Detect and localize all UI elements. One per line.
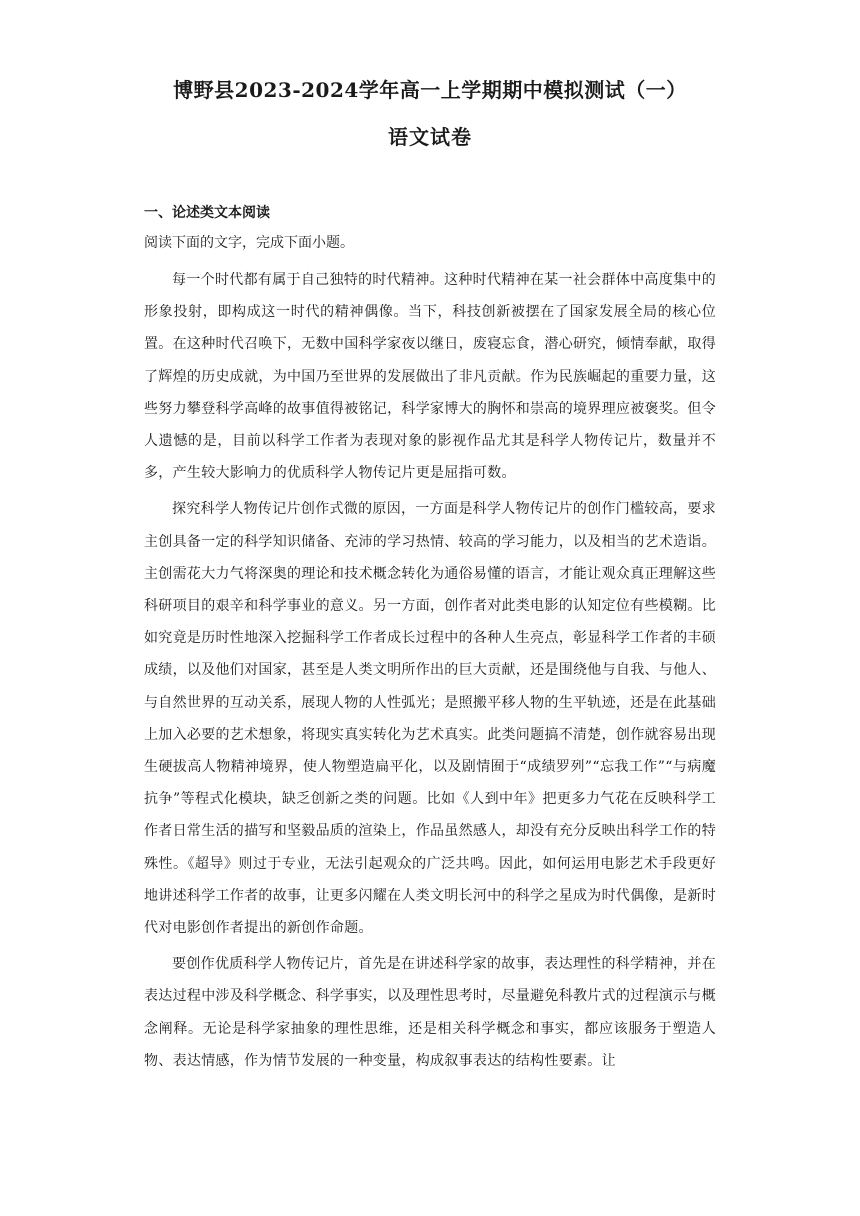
passage-paragraph-3: 要创作优质科学人物传记片，首先是在讲述科学家的故事，表达理性的科学精神，并在表达过程中涉及科学概念、科学事实，以及理性思考时，尽量避免科教片式的过程演示与概念阐释。无论是科学家抽象的理性思维，还是相关科学概念和事实，都应该服务于塑造人物、表达情感，作为情节发展的一种变量，构成叙事表达的结构性要素。让	[144, 956, 716, 1069]
passage-paragraph-1: 每一个时代都有属于自己独特的时代精神。这种时代精神在某一社会群体中高度集中的形象投射，即构成这一时代的精神偶像。当下，科技创新被摆在了国家发展全局的核心位置。在这种时代召唤下，无数中国科学家夜以继日，废寝忘食，潜心研究，倾情奉献，取得了辉煌的历史成就，为中国乃至世界的发展做出了非凡贡献。作为民族崛起的重要力量，这些努力攀登科学高峰的故事值得被铭记，科学家博大的胸怀和崇高的境界理应被褒奖。但令人遗憾的是，目前以科学工作者为表现对象的影视作品尤其是科学人物传记片，数量并不多，产生较大影响力的优质科学人物传记片更是屈指可数。	[144, 272, 716, 482]
exam-title: 博野县2023-2024学年高一上学期期中模拟测试（一）	[173, 78, 687, 102]
section-heading: 一、论述类文本阅读	[144, 205, 270, 221]
exam-content	[144, 198, 716, 1077]
passage-paragraph-2: 探究科学人物传记片创作式微的原因，一方面是科学人物传记片的创作门槛较高，要求主创具备一定的科学知识储备、充沛的学习热情、较高的学习能力，以及相当的艺术造诣。主创需花大力气将深奥的理论和技术概念转化为通俗易懂的语言，才能让观众真正理解这些科研项目的艰辛和科学事业的意义。另一方面，创作者对此类电影的认知定位有些模糊。比如究竟是历时性地深入挖掘科学工作者成长过程中的各种人生亮点，彰显科学工作者的丰硕成绩，以及他们对国家，甚至是人类文明所作出的巨大贡献，还是围绕他与自我、与他人、与自然世界的互动关系，展现人物的人性弧光；是照搬平移人物的生平轨迹，还是在此基础上加入必要的艺术想象，将现实真实转化为艺术真实。此类问题搞不清楚，创作就容易出现生硬拔高人物精神境界，使人物塑造扁平化，以及剧情囿于“成绩罗列”“忘我工作”“与病魔抗争”等程式化模块，缺乏创新之类的问题。比如《人到中年》把更多力气花在反映科学工作者日常生活的描写和坚毅品质的渲染上，作品虽然感人，却没有充分反映出科学工作的特殊性。《超导》则过于专业，无法引起观众的广泛共鸣。因此，如何运用电影艺术手段更好地讲述科学工作者的故事，让更多闪耀在人类文明长河中的科学之星成为时代偶像，是新时代对电影创作者提出的新创作命题。	[144, 501, 716, 937]
section-instruction: 阅读下面的文字，完成下面小题。	[144, 235, 354, 251]
exam-subtitle: 语文试卷	[388, 125, 472, 149]
reading-passage	[144, 264, 716, 1077]
